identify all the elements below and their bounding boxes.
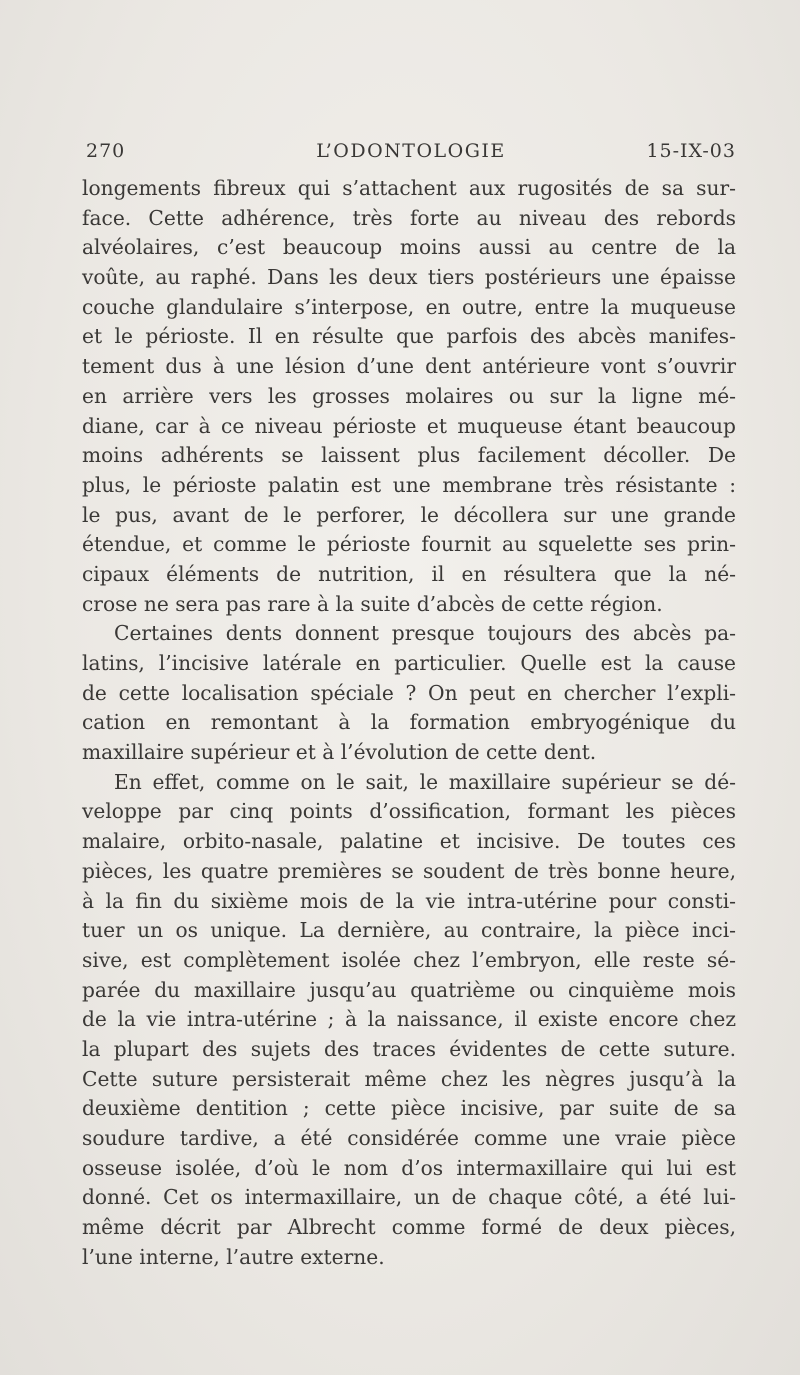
text-line: couche glandulaire s’interpose, en outre, entre la muqueuse [82,294,736,319]
text-line: pièces, les quatre premières se soudent de très bonne heure, [82,858,736,883]
text-line: même décrit par Albrecht comme formé de deux pièces, [82,1215,736,1240]
text-line: Certaines dents donnent presque toujours des abcès pa- [114,621,736,646]
text-line: maxillaire supérieur et à l’évolution de cette dent. [82,740,597,765]
paragraph [82,174,736,619]
text-line: voûte, au raphé. Dans les deux tiers postérieurs une épaisse [82,265,736,290]
text-line: de la vie intra-utérine ; à la naissance, il existe encore chez [82,1007,736,1032]
body-text [82,174,736,1272]
text-line: cation en remontant à la formation embryogénique du [82,710,736,735]
text-line: Cette suture persisterait même chez les nègres jusqu’à la [82,1066,736,1091]
page-number: 270 [86,140,126,162]
text-line: alvéolaires, c’est beaucoup moins aussi au centre de la [82,235,736,260]
text-line: crose ne sera pas rare à la suite d’abcès de cette région. [82,591,663,616]
text-line: cipaux éléments de nutrition, il en résultera que la né- [82,561,736,586]
text-line: veloppe par cinq points d’ossification, formant les pièces [82,799,736,824]
text-line: de cette localisation spéciale ? On peut en chercher l’expli- [82,680,736,705]
text-line: soudure tardive, a été considérée comme une vraie pièce [82,1126,736,1150]
page-header [86,140,736,168]
text-line: deuxième dentition ; cette pièce incisive, par suite de sa [82,1096,736,1121]
text-line: tuer un os unique. La dernière, au contraire, la pièce inci- [82,918,736,943]
text-line: malaire, orbito-nasale, palatine et incisive. De toutes ces [82,829,736,854]
text-line: donné. Cet os intermaxillaire, un de chaque côté, a été lui- [82,1185,736,1210]
text-line: sive, est complètement isolée chez l’embryon, elle reste sé- [82,947,736,972]
text-line: l’une interne, l’autre externe. [82,1244,385,1269]
text-line: à la fin du sixième mois de la vie intra-utérine pour consti- [82,888,736,913]
issue-date: 15-IX-03 [646,140,736,162]
text-line: diane, car à ce niveau périoste et muqueuse étant beaucoup [82,413,736,438]
text-line: En effet, comme on le sait, le maxillaire supérieur se dé- [114,769,736,794]
text-line: moins adhérents se laissent plus facilement décoller. De [82,443,736,468]
text-line: étendue, et comme le périoste fournit au squelette ses prin- [82,532,736,557]
text-line: tement dus à une lésion d’une dent antérieure vont s’ouvrir [82,354,736,379]
text-line: face. Cette adhérence, très forte au niveau des rebords [82,205,736,230]
text-line: latins, l’incisive latérale en particulier. Quelle est la cause [82,651,736,675]
paragraph [82,619,736,767]
text-line: parée du maxillaire jusqu’au quatrième ou cinquième mois [82,977,736,1002]
paragraph [82,768,736,1273]
text-line: et le périoste. Il en résulte que parfois des abcès manifes- [82,324,736,349]
text-line: en arrière vers les grosses molaires ou sur la ligne mé- [82,383,736,408]
text-line: osseuse isolée, d’où le nom d’os intermaxillaire qui lui est [82,1155,736,1180]
text-line: la plupart des sujets des traces évidentes de cette suture. [82,1036,736,1061]
text-line: longements fibreux qui s’attachent aux rugosités de sa sur- [82,176,736,200]
running-title: L’ODONTOLOGIE [316,140,506,162]
text-line: plus, le périoste palatin est une membrane très résistante : [82,472,736,497]
text-line: le pus, avant de le perforer, le décollera sur une grande [82,502,736,527]
